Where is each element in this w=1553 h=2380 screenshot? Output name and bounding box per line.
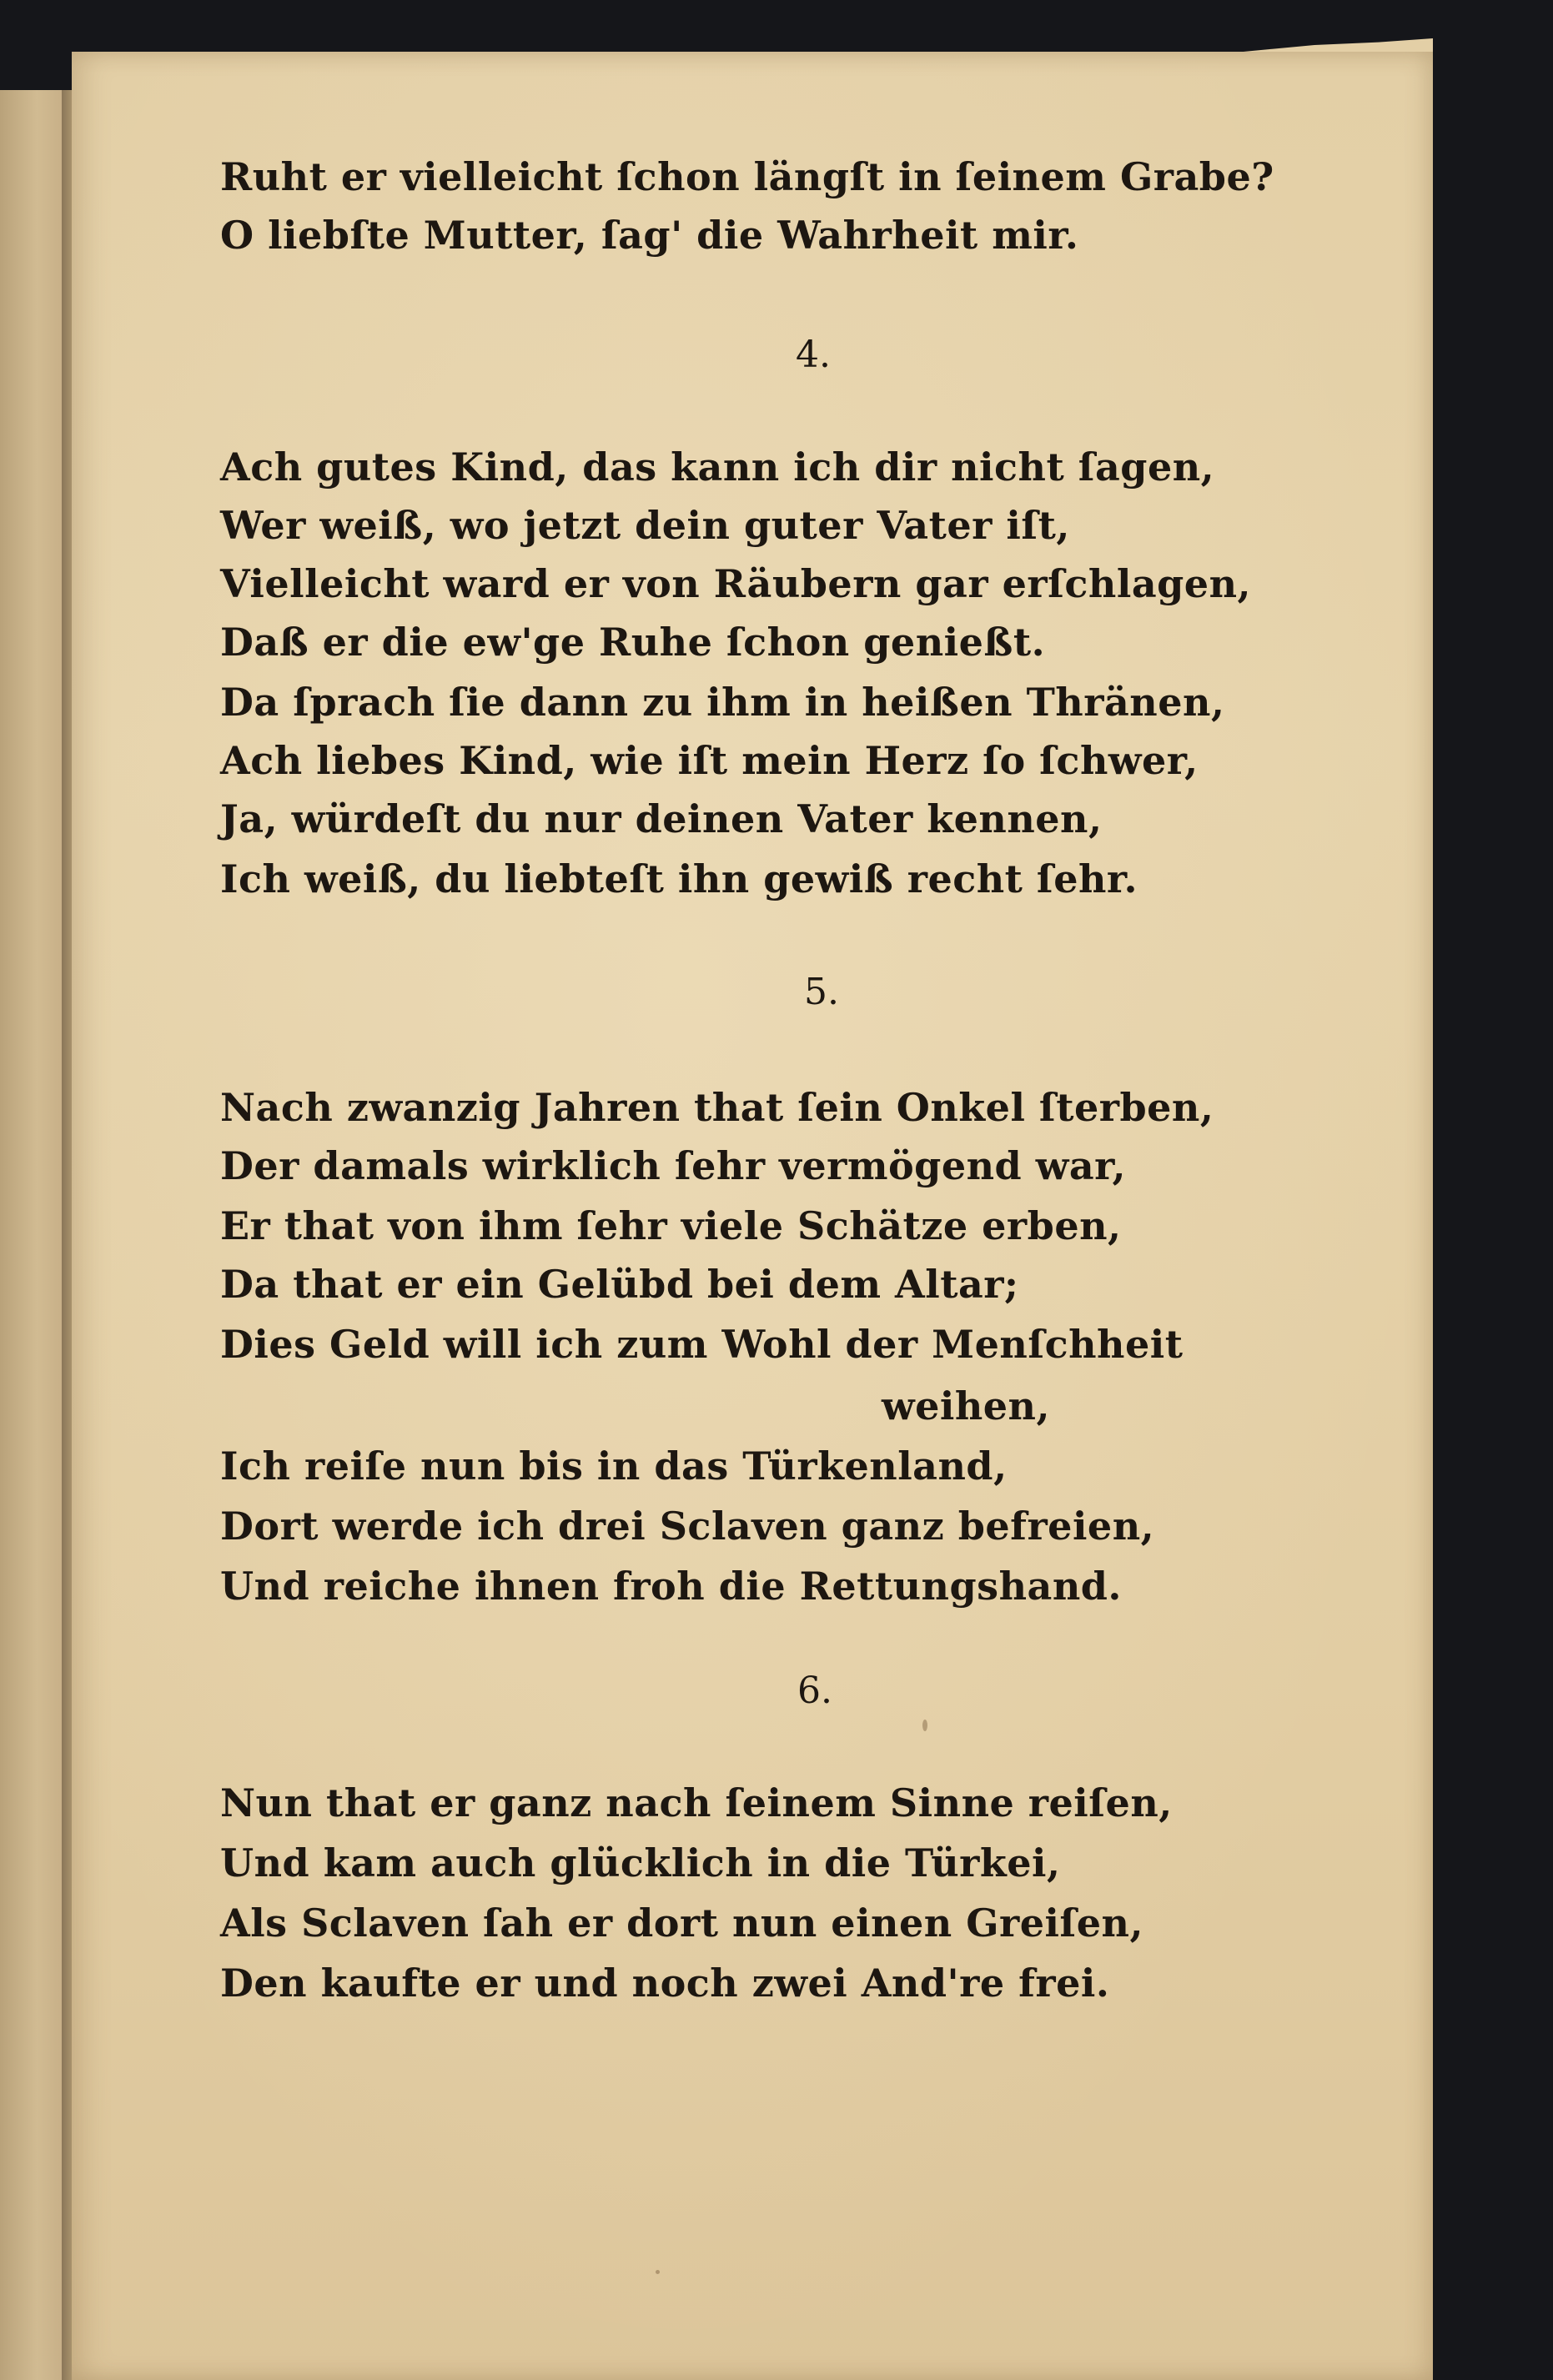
poem-line: Dort werde ich drei Sclaven ganz befreien, [220,1504,1155,1549]
poem-line: Ich reiſe nun bis in das Türkenland, [220,1444,1008,1489]
book-page [72,52,1433,2380]
poem-line: Da ſprach ſie dann zu ihm in heißen Thränen, [220,680,1225,725]
stanza-number: 5. [804,971,839,1013]
poem-line: O liebſte Mutter, ſag' die Wahrheit mir. [220,213,1079,258]
poem-line: Ja, würdeſt du nur deinen Vater kennen, [220,796,1103,841]
poem-line: Wer weiß, wo jetzt dein guter Vater iſt, [220,503,1070,548]
poem-line: Nach zwanzig Jahren that ſein Onkel ſterben, [220,1085,1214,1130]
poem-line: Ach liebes Kind, wie iſt mein Herz ſo ſchwer, [220,738,1199,783]
poem-line: Nun that er ganz nach ſeinem Sinne reiſen, [220,1780,1173,1825]
paper-speck [656,2270,660,2274]
paper-speck [922,1720,927,1731]
poem-line: Ich weiß, du liebteſt ihn gewiß recht ſehr. [220,856,1138,901]
poem-line: Er that von ihm ſehr viele Schätze erben, [220,1203,1122,1248]
stanza-number: 6. [797,1670,832,1712]
poem-line: Und kam auch glücklich in die Türkei, [220,1840,1061,1885]
poem-line: Dies Geld will ich zum Wohl der Menſchheit [220,1322,1184,1367]
poem-line: Da that er ein Gelübd bei dem Altar; [220,1262,1019,1307]
stanza-number: 4. [796,334,831,376]
poem-line: Vielleicht ward er von Räubern gar erſchlagen, [220,561,1252,606]
poem-line: Der damals wirklich ſehr vermögend war, [220,1143,1127,1188]
poem-line: Daß er die ew'ge Ruhe ſchon genießt. [220,620,1046,665]
poem-line: Ach gutes Kind, das kann ich dir nicht ſagen, [220,444,1215,490]
poem-line: Und reiche ihnen froh die Rettungshand. [220,1564,1122,1609]
poem-line: Ruht er vielleicht ſchon längſt in ſeinem Grabe? [220,154,1274,199]
page-gutter [62,90,72,2380]
poem-line: Den kaufte er und noch zwei And're frei. [220,1961,1110,2006]
poem-line-continuation: weihen, [882,1383,1051,1429]
previous-page-edge [0,90,62,2380]
poem-line: Als Sclaven ſah er dort nun einen Greiſen, [220,1900,1143,1946]
